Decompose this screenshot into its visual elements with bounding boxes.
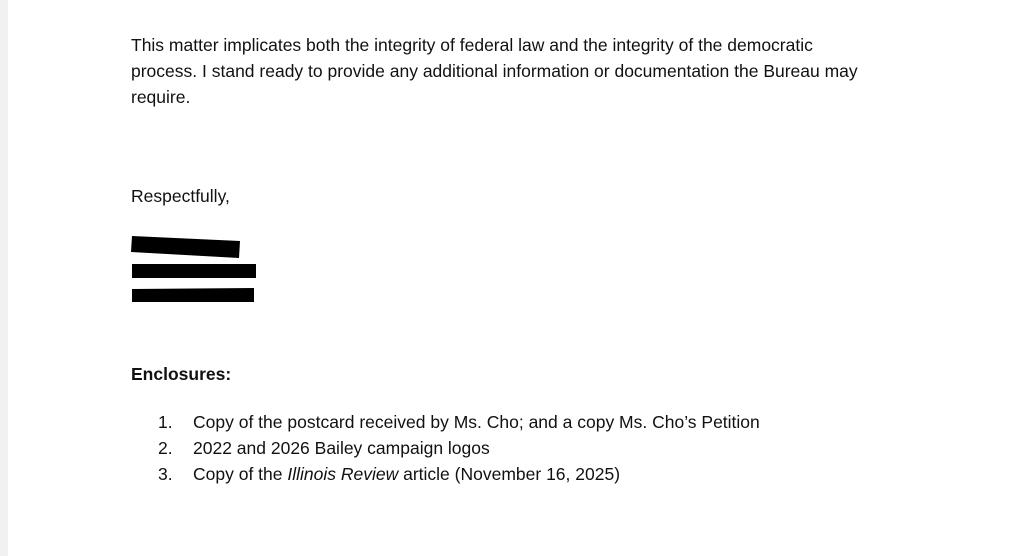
- redaction-bar: [132, 264, 256, 278]
- redaction-bar: [132, 288, 254, 302]
- enclosures-list: [158, 409, 760, 487]
- list-item-text: Copy of the postcard received by Ms. Cho; and a copy Ms. Cho’s Petition: [193, 412, 760, 432]
- list-item: [158, 409, 760, 435]
- document-page: [8, 0, 1024, 556]
- redaction-bar: [131, 236, 240, 258]
- enclosures-heading: Enclosures:: [131, 364, 232, 384]
- body-paragraph-line: This matter implicates both the integrity of federal law and the integrity of the democratic: [131, 35, 813, 55]
- list-item-text-after: article (November 16, 2025): [398, 464, 621, 484]
- list-item-number: 1.: [158, 412, 173, 432]
- list-item: [158, 435, 760, 461]
- list-item-text: 2022 and 2026 Bailey campaign logos: [193, 438, 490, 458]
- list-item-number: 2.: [158, 438, 173, 458]
- body-paragraph-line: process. I stand ready to provide any additional information or documentation the Bureau may: [131, 61, 858, 81]
- body-paragraph-line: require.: [131, 87, 191, 107]
- list-item-text-before: Copy of the: [193, 464, 288, 484]
- list-item: [158, 461, 760, 487]
- list-item-number: 3.: [158, 464, 173, 484]
- closing-salutation: Respectfully,: [131, 186, 230, 206]
- publication-title: Illinois Review: [287, 464, 399, 484]
- redacted-signature-block: [8, 0, 308, 320]
- page-left-edge: [0, 0, 8, 556]
